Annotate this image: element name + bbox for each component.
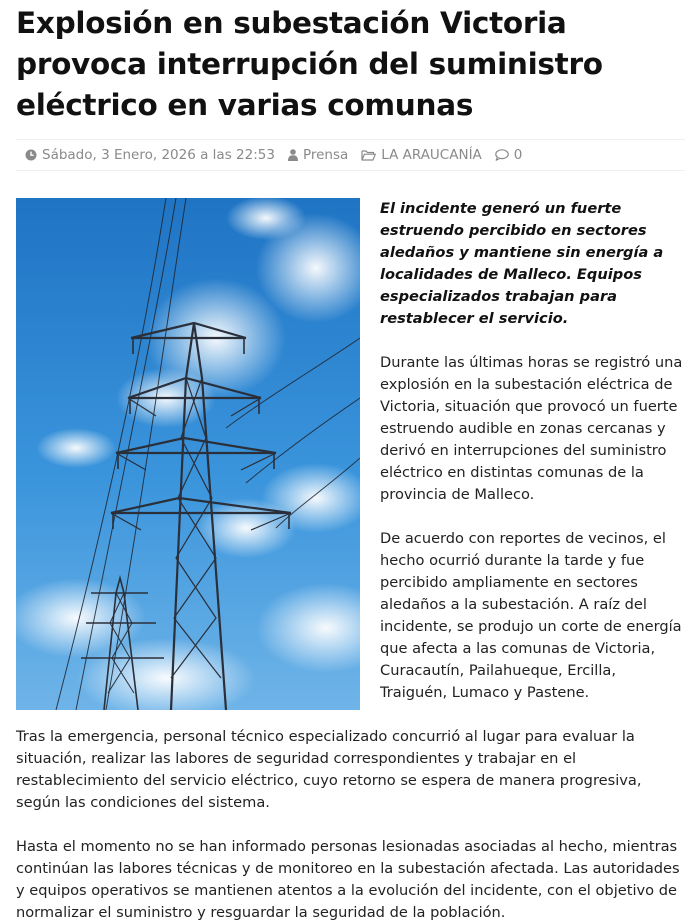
article-lead: El incidente generó un fuerte estruendo percibido en sectores aledaños y mantiene sin energía a localidades de Malleco. Equipos especializados trabajan para restablecer el servicio. bbox=[380, 200, 664, 327]
meta-category[interactable] bbox=[361, 147, 482, 163]
meta-date bbox=[25, 147, 275, 163]
meta-comments[interactable] bbox=[495, 147, 523, 163]
clock-icon bbox=[25, 149, 37, 161]
article-paragraph: Tras la emergencia, personal técnico especializado concurrió al lugar para evaluar la situación, realizar las labores de seguridad correspondientes y trabajar en el restablecimiento del servicio eléctrico, cuyo retorno se espera de manera progresiva, según las condiciones del sistema. bbox=[16, 728, 642, 811]
article-paragraph: De acuerdo con reportes de vecinos, el hecho ocurrió durante la tarde y fue percibido ampliamente en sectores aledaños a la subestación. A raíz del incidente, se produjo un corte de energía que afecta a las comunas de Victoria, Curacautín, Pailahueque, Ercilla, Traiguén, Lumaco y Pastene. bbox=[380, 530, 682, 701]
meta-date-text: Sábado, 3 Enero, 2026 a las 22:53 bbox=[42, 147, 275, 163]
article-meta bbox=[16, 139, 685, 171]
meta-author[interactable] bbox=[288, 147, 348, 163]
article-image bbox=[16, 198, 360, 710]
article-paragraph: Durante las últimas horas se registró una explosión en la subestación eléctrica de Victoria, situación que provocó un fuerte estruendo audible en zonas cercanas y derivó en interrupciones del suministro eléctrico en distintas comunas de la provincia de Malleco. bbox=[380, 354, 683, 503]
meta-comments-count[interactable]: 0 bbox=[513, 147, 523, 163]
meta-author-text[interactable]: Prensa bbox=[302, 147, 349, 163]
user-icon bbox=[288, 149, 298, 161]
article-body bbox=[16, 198, 685, 924]
meta-category-text[interactable]: LA ARAUCANÍA bbox=[381, 147, 482, 163]
comment-icon bbox=[495, 149, 509, 161]
folder-icon bbox=[361, 149, 376, 161]
article-paragraph: Hasta el momento no se han informado personas lesionadas asociadas al hecho, mientras continúan las labores técnicas y de monitoreo en la subestación afectada. Las autoridades y equipos operativos se mantienen atentos a la evolución del incidente, con el objetivo de normalizar el suministro y resguardar la seguridad de la población. bbox=[16, 838, 680, 921]
article-title: Explosión en subestación Victoria provoca interrupción del suministro eléctrico en varias comunas bbox=[16, 6, 603, 122]
